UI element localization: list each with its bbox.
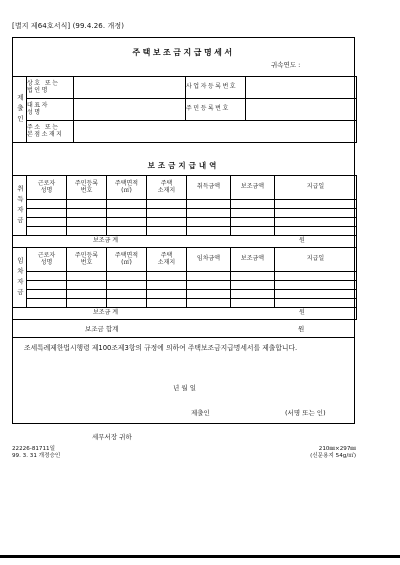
form-title: 주택보조금지급명세서: [132, 48, 235, 57]
company-name-label: 상호 또는 법인명: [27, 77, 74, 99]
details-title: 보조금지급내역: [147, 161, 220, 170]
lease-subtotal-unit: 원: [299, 309, 305, 316]
footer-approval-date: 99. 3. 31 개정승인: [12, 452, 61, 459]
submitter-side-label: 제출인: [13, 77, 27, 143]
divider: [13, 337, 354, 338]
sign-note: (서명 또는 인): [285, 409, 326, 417]
form-frame: [12, 37, 355, 424]
table-row[interactable]: [13, 200, 357, 209]
footer-paper-size: 210㎜×297㎜: [318, 446, 356, 452]
company-name-field[interactable]: [74, 77, 186, 99]
purchase-subtotal-row: [13, 236, 357, 248]
col-subsidy-amount: 보조금액: [231, 176, 275, 200]
table-row[interactable]: [13, 218, 357, 227]
footer-left: [12, 446, 60, 460]
lease-side-label: 임차자금: [13, 248, 27, 308]
address-label: 주소 또는 본점소재지: [27, 121, 74, 143]
submitter-sign-label: 제출인: [191, 409, 210, 417]
lease-subtotal-row: [13, 308, 357, 320]
col-house-location: 주택 소재지: [147, 176, 187, 200]
col-house-area: 주택면적 (㎡): [107, 248, 147, 272]
table-row[interactable]: [13, 209, 357, 218]
col-worker-name: 근로자 성명: [27, 176, 67, 200]
lease-table: [12, 247, 357, 320]
business-reg-no-field[interactable]: [246, 77, 357, 99]
col-subsidy-amount: 보조금액: [231, 248, 275, 272]
lease-subtotal-label: 보조금 계: [93, 309, 119, 316]
addressee: 세무서장 귀하: [92, 433, 132, 441]
bottom-bar: [0, 555, 400, 558]
date-line: 년 월 일: [173, 384, 196, 392]
footer-paper-type: (신문용지 54g/㎡): [310, 452, 356, 459]
col-payment-date: 지급일: [275, 248, 357, 272]
col-resident-no: 주민등록 번호: [67, 176, 107, 200]
address-field[interactable]: [74, 121, 357, 143]
col-worker-name: 근로자 성명: [27, 248, 67, 272]
table-row[interactable]: [13, 272, 357, 281]
representative-label: 대표자 성명: [27, 99, 74, 121]
form-number: [별지 제64호서식] (99.4.26. 개정): [12, 22, 125, 30]
table-row[interactable]: [13, 290, 357, 299]
table-row[interactable]: [13, 227, 357, 236]
purchase-subtotal-unit: 원: [299, 237, 305, 244]
col-acquisition-amount: 취득금액: [187, 176, 231, 200]
col-resident-no: 주민등록 번호: [67, 248, 107, 272]
table-row[interactable]: [13, 281, 357, 290]
purchase-table: [12, 175, 357, 248]
year-label: 귀속연도 :: [271, 61, 301, 69]
business-reg-no-label: 사업자등록번호: [186, 77, 246, 99]
footer-right: [290, 446, 356, 460]
col-house-location: 주택 소재지: [147, 248, 187, 272]
purchase-subtotal-label: 보조금 계: [93, 237, 119, 244]
col-house-area: 주택면적 (㎡): [107, 176, 147, 200]
table-row[interactable]: [13, 299, 357, 308]
col-payment-date: 지급일: [275, 176, 357, 200]
submitter-table: [12, 76, 357, 143]
resident-reg-no-field[interactable]: [246, 99, 357, 121]
grand-total-unit: 원: [298, 325, 305, 333]
resident-reg-no-label: 주민등록번호: [186, 99, 246, 121]
purchase-side-label: 취득자금: [13, 176, 27, 236]
footer-approval-no: 22226-81711일: [12, 446, 56, 452]
grand-total-label: 보조금 합계: [85, 325, 119, 333]
col-lease-amount: 임차금액: [187, 248, 231, 272]
statement-text: 조세특례제한법시행령 제100조제3항의 규정에 의하여 주택보조금지급명세서를 제출합니다.: [24, 344, 298, 352]
representative-field[interactable]: [74, 99, 186, 121]
